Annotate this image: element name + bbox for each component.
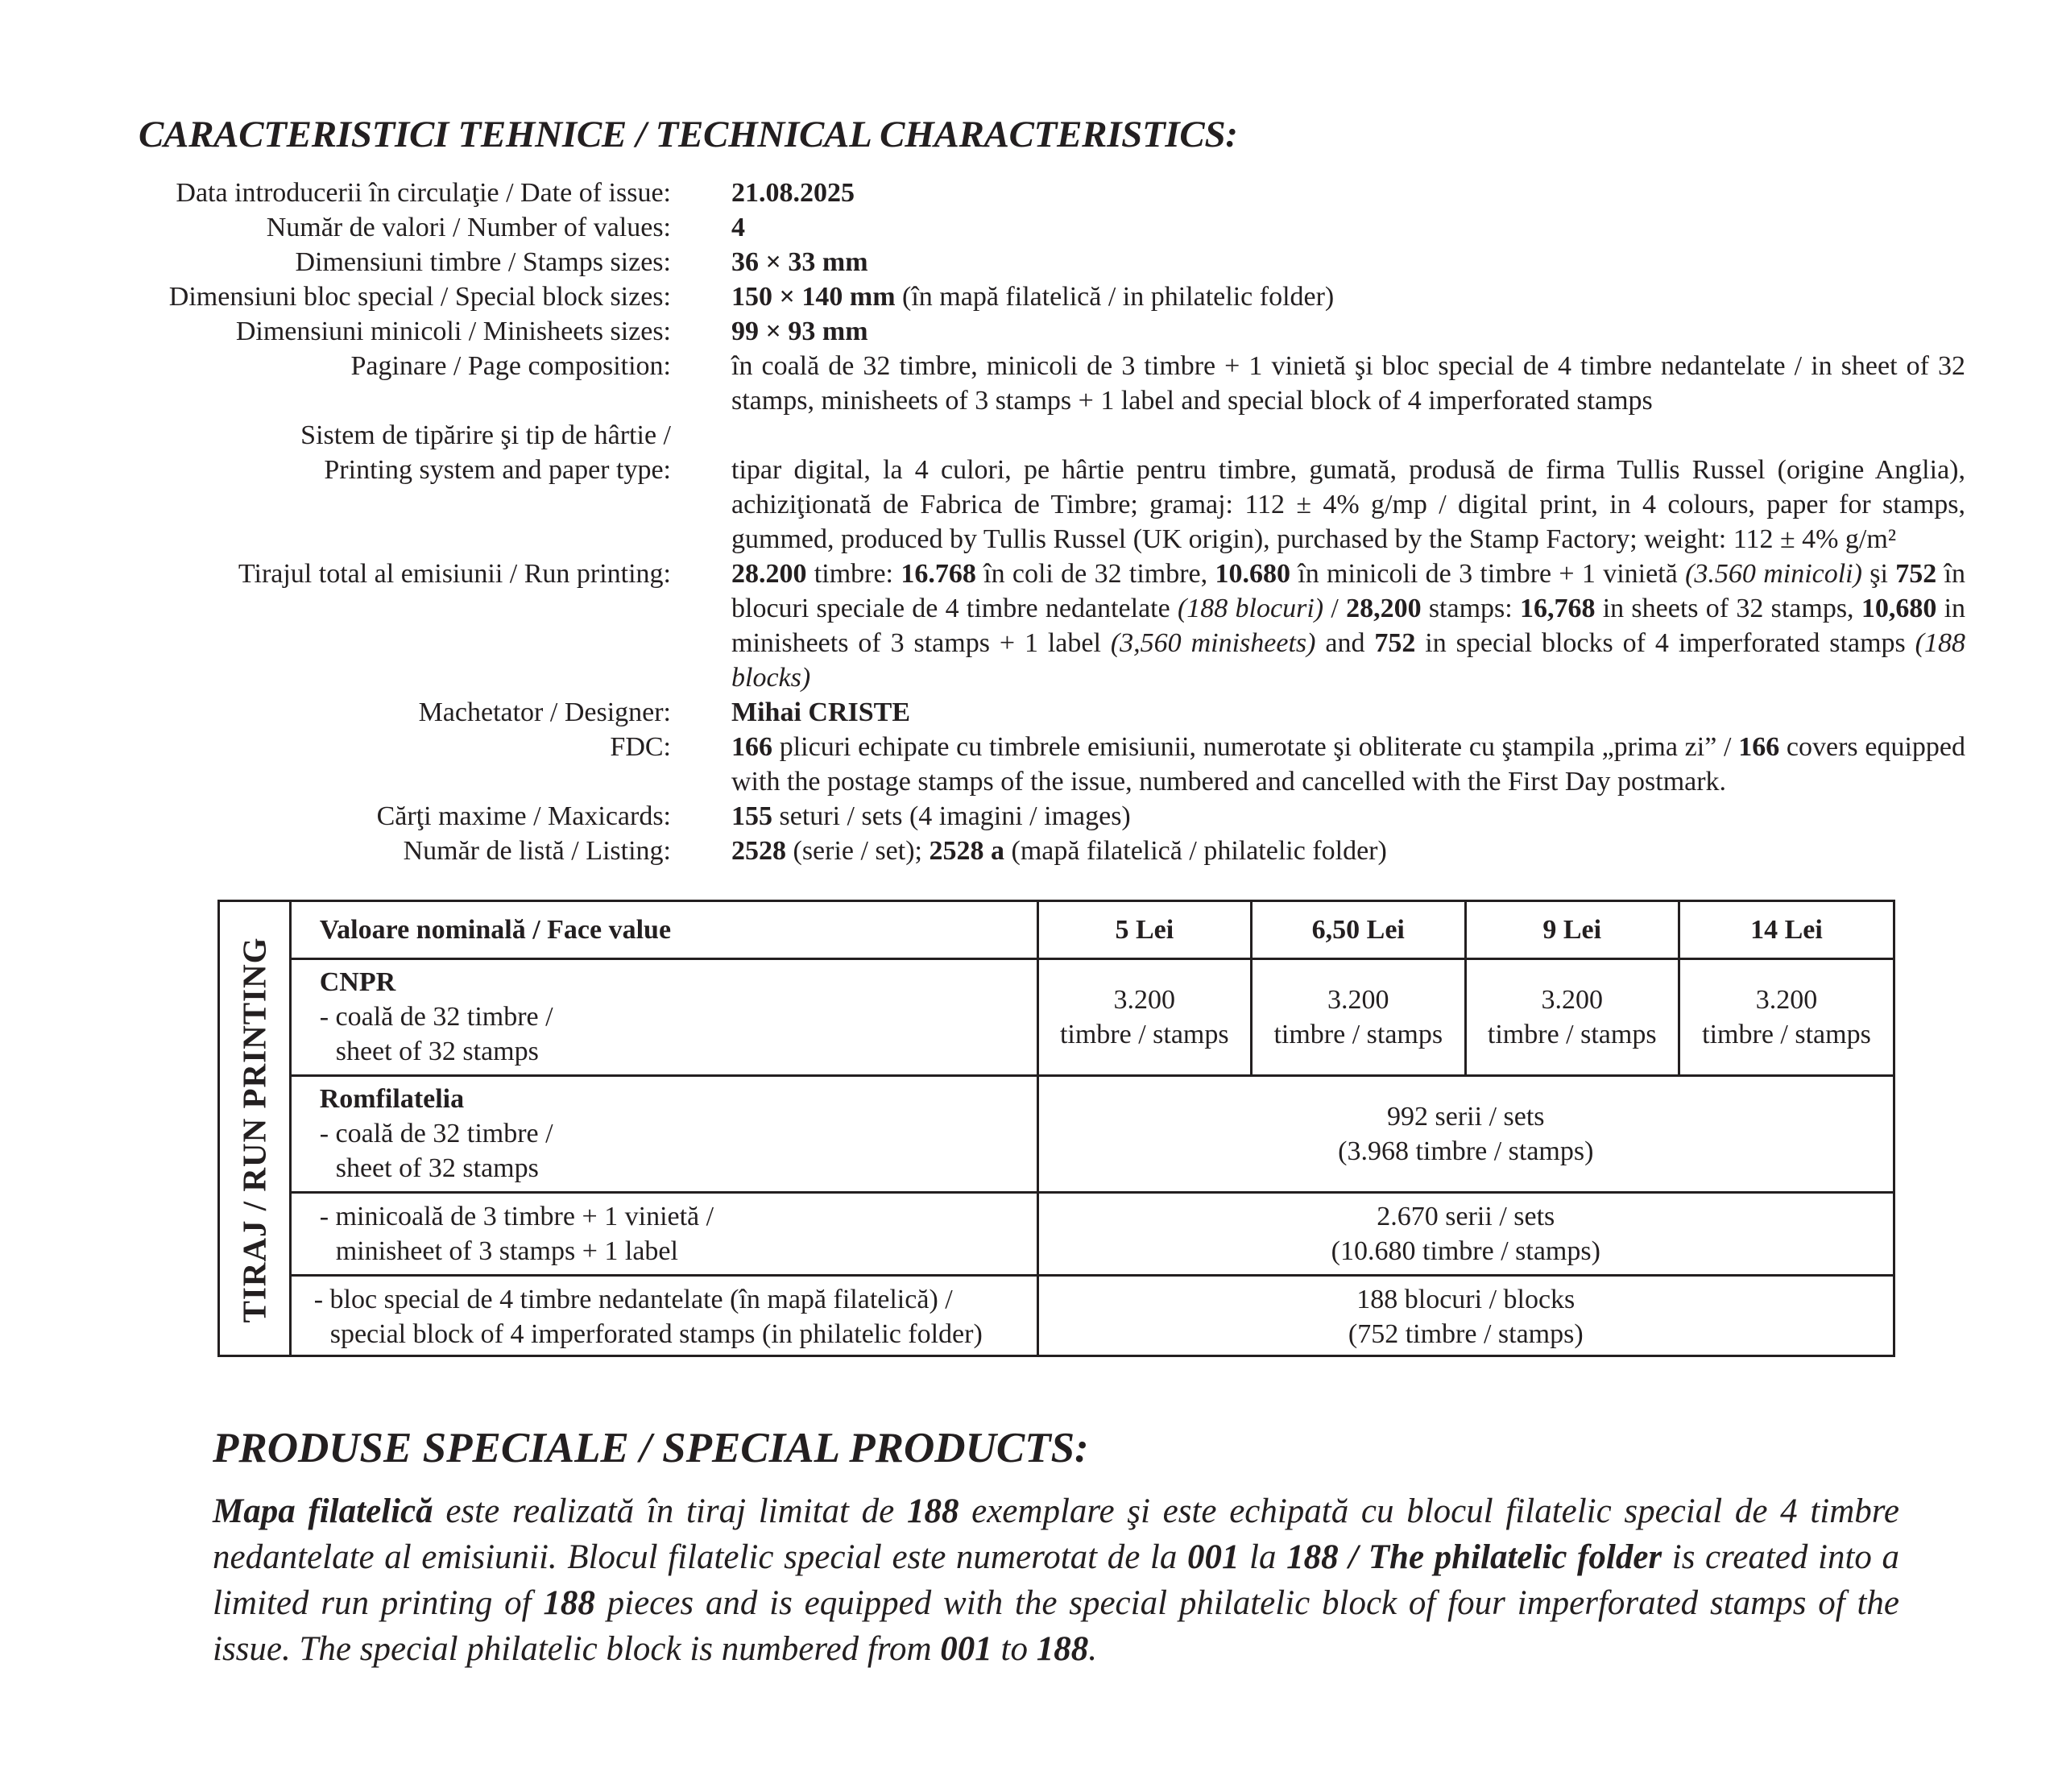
cnpr-qty-6-50 <box>1252 958 1465 1075</box>
cnpr-line-1: - coală de 32 timbre / <box>319 1002 553 1032</box>
qty-value: 3.200 <box>1113 984 1176 1015</box>
special-products-heading: PRODUSE SPECIALE / SPECIAL PRODUCTS: <box>213 1425 1089 1471</box>
special-bold: 188 <box>906 1492 959 1530</box>
special-bold: Mapa filatelică <box>213 1492 433 1530</box>
special-bold: 001 <box>1186 1538 1240 1576</box>
minisheet-line-2: minisheet of 3 stamps + 1 label <box>335 1235 678 1266</box>
special-products-text <box>213 1488 1899 1672</box>
run-printing-table <box>217 900 1895 1357</box>
spec-value: 36 × 33 mm <box>731 247 868 277</box>
maxicards-count: 155 <box>731 801 772 831</box>
run-note: (188 blocks) <box>731 628 1965 693</box>
spec-value-text: (în mapă filatelică / in philatelic folder) <box>895 282 1335 312</box>
qty-unit: (10.680 timbre / stamps) <box>1331 1235 1600 1266</box>
run-sheets-en: 16,768 <box>1519 594 1596 623</box>
spec-stamp-sizes <box>0 245 2062 279</box>
qty-value: 188 blocuri / blocks <box>1356 1284 1575 1314</box>
run-total-ro: 28.200 <box>731 559 807 589</box>
special-bold: 188 <box>543 1584 595 1622</box>
run-total-en: 28,200 <box>1346 594 1422 623</box>
qty-unit: (3.968 timbre / stamps) <box>1338 1136 1594 1166</box>
special-text: is created into a limited run printing of <box>213 1538 1899 1622</box>
spec-label: Dimensiuni minicoli / Minisheets sizes: <box>235 317 671 346</box>
run-sheets-ro: 16.768 <box>901 559 976 589</box>
cnpr-qty-9 <box>1465 958 1679 1075</box>
romfil-title: Romfilatelia <box>319 1084 465 1114</box>
fdc-count: 166 <box>731 732 772 762</box>
spec-label: Paginare / Page composition: <box>350 351 671 381</box>
cnpr-description <box>290 958 1037 1075</box>
spec-label: Printing system and paper type: <box>324 455 671 485</box>
run-note: (3.560 minicoli) <box>1685 559 1862 589</box>
spec-value: tipar digital, la 4 culori, pe hârtie pentru timbre, gumată, produsă de firma Tullis Russel (origine Anglia), achiziţionată de Fabrica de Timbre; gramaj: 112 ± 4% g/mp / digital print, in 4 colours, paper for stamps, gummed, produced by Tullis Russel (UK origin), purchased by the Stamp Factory; weight: 112 ± 4% g/m² <box>731 455 1965 554</box>
romfil-description <box>290 1075 1037 1192</box>
qty-unit: timbre / stamps <box>1273 1019 1443 1049</box>
spec-label: Număr de listă / Listing: <box>403 836 671 866</box>
spec-run-printing <box>0 557 2062 695</box>
spec-values <box>0 210 2062 245</box>
qty-value: 2.670 serii / sets <box>1377 1201 1555 1231</box>
face-value-6-50: 6,50 Lei <box>1252 902 1465 958</box>
listing-number: 2528 <box>731 836 786 866</box>
spec-label: FDC: <box>610 732 671 762</box>
table-row-cnpr <box>220 958 1893 1075</box>
spec-fdc <box>0 730 2062 799</box>
face-value-9: 9 Lei <box>1465 902 1679 958</box>
face-value-14: 14 Lei <box>1679 902 1893 958</box>
spec-date <box>0 176 2062 210</box>
face-value-header: Valoare nominală / Face value <box>290 902 1037 958</box>
special-bold: 188 / The philatelic folder <box>1286 1538 1662 1576</box>
qty-unit: timbre / stamps <box>1702 1019 1871 1049</box>
spec-value <box>731 279 1965 314</box>
cnpr-line-2: sheet of 32 stamps <box>335 1037 539 1066</box>
romfil-line-1: - coală de 32 timbre / <box>319 1119 553 1148</box>
table-row-romfilatelia <box>220 1075 1893 1192</box>
spec-label: Dimensiuni bloc special / Special block sizes: <box>168 282 671 312</box>
spec-value: 21.08.2025 <box>731 178 855 208</box>
technical-heading: CARACTERISTICI TEHNICE / TECHNICAL CHARACTERISTICS: <box>139 114 1238 155</box>
qty-value: 3.200 <box>1755 984 1818 1015</box>
run-text: and <box>1315 628 1375 658</box>
run-blocks-ro: 752 <box>1895 559 1937 589</box>
spec-label: Sistem de tipărire şi tip de hârtie / <box>300 420 671 450</box>
qty-unit: timbre / stamps <box>1487 1019 1657 1049</box>
listing-text: (serie / set); <box>786 836 930 866</box>
spec-label: Machetator / Designer: <box>418 697 671 727</box>
spec-value: 99 × 93 mm <box>731 317 868 346</box>
spec-label: Dimensiuni timbre / Stamps sizes: <box>295 247 671 277</box>
spec-designer <box>0 695 2062 730</box>
run-text: in special blocks of 4 imperforated stamps <box>1415 628 1915 658</box>
special-text: . <box>1088 1630 1097 1668</box>
spec-value: Mihai CRISTE <box>731 697 910 727</box>
side-label-cell <box>220 902 290 1357</box>
qty-value: 992 serii / sets <box>1387 1101 1545 1132</box>
spec-value: în coală de 32 timbre, minicoli de 3 timbre + 1 vinietă şi bloc special de 4 timbre nedantelate / in sheet of 32 stamps, minisheets of 3 stamps + 1 label and special block of 4 imperforated stamps <box>731 351 1965 416</box>
special-bold: 188 <box>1036 1630 1089 1668</box>
qty-unit: timbre / stamps <box>1059 1019 1229 1049</box>
block-description <box>290 1275 1037 1357</box>
spec-label: Tirajul total al emisiunii / Run printing: <box>238 559 671 589</box>
run-text: în coli de 32 timbre, <box>975 559 1215 589</box>
run-text: in minisheets of 3 stamps + 1 label <box>731 594 1966 658</box>
spec-value <box>731 799 1965 834</box>
table-row-block <box>220 1275 1893 1357</box>
fdc-count: 166 <box>1738 732 1780 762</box>
run-text: timbre: <box>806 559 901 589</box>
table-header-row <box>220 902 1893 958</box>
qty-value: 3.200 <box>1327 984 1389 1015</box>
listing-text: (mapă filatelică / philatelic folder) <box>1004 836 1387 866</box>
face-value-5: 5 Lei <box>1037 902 1251 958</box>
run-text: stamps: <box>1421 594 1520 623</box>
spec-value <box>731 557 1965 695</box>
special-text: la <box>1239 1538 1287 1576</box>
run-note: (188 blocuri) <box>1177 594 1324 623</box>
run-minisheets-ro: 10.680 <box>1215 559 1290 589</box>
romfil-line-2: sheet of 32 stamps <box>335 1153 539 1183</box>
spec-value: 4 <box>731 213 745 242</box>
fdc-text: plicuri echipate cu timbrele emisiunii, numerotate şi obliterate cu ştampila „prima zi” / <box>772 732 1739 762</box>
spec-label: Număr de valori / Number of values: <box>266 213 671 242</box>
spec-listing <box>0 834 2062 868</box>
block-line-2: special block of 4 imperforated stamps (in philatelic folder) <box>329 1318 983 1349</box>
cnpr-qty-5 <box>1037 958 1251 1075</box>
run-text: / <box>1323 594 1347 623</box>
special-text: pieces and is equipped with the special philatelic block of four imperforated stamps of the issue. The special philatelic block is numbered from <box>213 1584 1899 1668</box>
run-text: în blocuri speciale de 4 timbre nedantelate <box>731 559 1966 623</box>
run-blocks-en: 752 <box>1374 628 1416 658</box>
spec-minisheet-sizes <box>0 314 2062 349</box>
run-minisheets-en: 10,680 <box>1861 594 1937 623</box>
specs-list <box>0 176 2062 868</box>
run-note: (3,560 minisheets) <box>1110 628 1316 658</box>
romfil-qty <box>1037 1075 1893 1192</box>
listing-number: 2528 a <box>929 836 1004 866</box>
run-text: şi <box>1861 559 1896 589</box>
spec-value <box>731 834 1965 868</box>
spec-label: Cărţi maxime / Maxicards: <box>376 801 671 831</box>
block-qty <box>1037 1275 1893 1357</box>
spec-value-bold: 150 × 140 mm <box>731 282 896 312</box>
run-text: în minicoli de 3 timbre + 1 vinietă <box>1290 559 1686 589</box>
spec-maxicards <box>0 799 2062 834</box>
spec-page-composition <box>0 349 2062 418</box>
spec-printing <box>0 453 2062 557</box>
qty-value: 3.200 <box>1541 984 1603 1015</box>
special-bold: 001 <box>940 1630 992 1668</box>
spec-label: Data introducerii în circulaţie / Date of issue: <box>176 178 671 208</box>
spec-value <box>731 730 1965 799</box>
spec-printing-label-1 <box>0 418 2062 453</box>
minisheet-line-1: - minicoală de 3 timbre + 1 vinietă / <box>319 1201 714 1231</box>
minisheet-description <box>290 1192 1037 1275</box>
special-text: este realizată în tiraj limitat de <box>433 1492 907 1530</box>
qty-unit: (752 timbre / stamps) <box>1348 1318 1584 1349</box>
table-row-minisheet <box>220 1192 1893 1275</box>
cnpr-qty-14 <box>1679 958 1893 1075</box>
block-line-1: - bloc special de 4 timbre nedantelate (în mapă filatelică) / <box>313 1284 953 1314</box>
fdc-text: covers equipped with the postage stamps of the issue, numbered and cancelled with the First Day postmark. <box>731 732 1965 797</box>
side-label: TIRAJ / RUN PRINTING <box>235 936 273 1323</box>
run-text: in sheets of 32 stamps, <box>1595 594 1861 623</box>
cnpr-title: CNPR <box>319 967 396 997</box>
special-text: exemplare şi este echipată cu blocul filatelic special de 4 timbre nedantelate al emisiunii. Blocul filatelic special este numerotat de la <box>213 1492 1899 1576</box>
minisheet-qty <box>1037 1192 1893 1275</box>
maxicards-text: seturi / sets (4 imagini / images) <box>772 801 1131 831</box>
spec-block-sizes <box>0 279 2062 314</box>
spec-value-empty <box>731 418 1965 453</box>
special-text: to <box>992 1630 1037 1668</box>
